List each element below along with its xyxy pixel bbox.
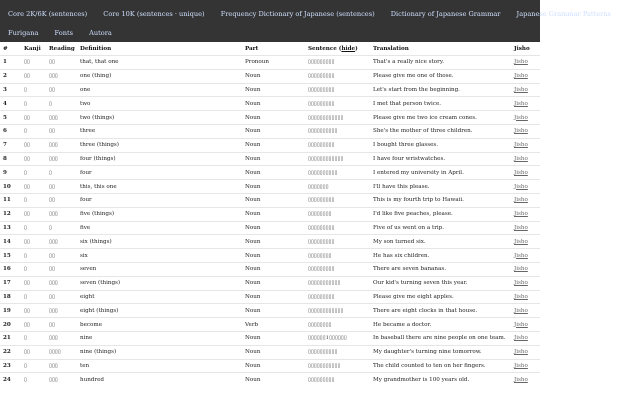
row-number: 10: [0, 180, 21, 194]
kanji-cell: ▯▯: [21, 152, 46, 166]
table-row: [0, 152, 540, 166]
definition-cell: two: [77, 97, 242, 111]
part-of-speech-cell: Noun: [242, 373, 305, 386]
table-row: [0, 69, 540, 83]
row-number: 16: [0, 262, 21, 276]
col-header-num: #: [3, 45, 8, 52]
kanji-cell: ▯▯: [21, 304, 46, 318]
definition-cell: three: [77, 124, 242, 138]
row-number: 21: [0, 331, 21, 345]
reading-cell: ▯▯: [46, 318, 77, 332]
table-row: [0, 56, 540, 70]
table-header-row: [0, 42, 540, 56]
reading-cell: ▯▯: [46, 180, 77, 194]
sentence-cell: ▯▯▯▯▯▯▯▯▯▯: [305, 166, 370, 180]
table-row: [0, 124, 540, 138]
nav-grammar-patterns[interactable]: Japanese Grammar Patterns: [516, 10, 611, 18]
sentence-cell: ▯▯▯▯▯▯▯▯▯▯: [305, 124, 370, 138]
definition-cell: eight: [77, 290, 242, 304]
reading-cell: ▯▯: [46, 193, 77, 207]
col-header-sentence: [305, 42, 370, 56]
jisho-link[interactable]: Jisho: [511, 304, 540, 318]
jisho-link[interactable]: Jisho: [511, 262, 540, 276]
kanji-cell: ▯: [21, 331, 46, 345]
top-nav: [0, 0, 611, 42]
jisho-link[interactable]: Jisho: [511, 69, 540, 83]
definition-cell: three (things): [77, 138, 242, 152]
table-row: [0, 193, 540, 207]
part-of-speech-cell: Noun: [242, 180, 305, 194]
sentence-cell: ▯▯▯▯▯▯▯▯: [305, 207, 370, 221]
part-of-speech-cell: Noun: [242, 124, 305, 138]
part-of-speech-cell: Noun: [242, 249, 305, 263]
reading-cell: ▯▯: [46, 262, 77, 276]
translation-cell: This is my fourth trip to Hawaii.: [370, 193, 511, 207]
jisho-link[interactable]: Jisho: [511, 83, 540, 97]
sentence-cell: ▯▯▯▯▯▯▯▯▯: [305, 373, 370, 386]
table-row: [0, 331, 540, 345]
kanji-cell: ▯▯: [21, 318, 46, 332]
kanji-cell: ▯▯: [21, 180, 46, 194]
translation-cell: I'd like five peaches, please.: [370, 207, 511, 221]
kanji-cell: ▯: [21, 193, 46, 207]
part-of-speech-cell: Noun: [242, 97, 305, 111]
reading-cell: ▯▯▯: [46, 235, 77, 249]
part-of-speech-cell: Noun: [242, 138, 305, 152]
kanji-cell: ▯▯: [21, 276, 46, 290]
nav-dictionary-grammar[interactable]: Dictionary of Japanese Grammar: [390, 10, 501, 18]
table-row: [0, 97, 540, 111]
reading-cell: ▯▯▯: [46, 331, 77, 345]
row-number: 24: [0, 373, 21, 386]
sentence-cell: ▯▯▯▯▯▯▯▯▯: [305, 138, 370, 152]
sentence-cell: ▯▯▯▯▯▯▯▯▯: [305, 262, 370, 276]
row-number: 7: [0, 138, 21, 152]
kanji-cell: ▯▯: [21, 345, 46, 359]
translation-cell: Our kid's turning seven this year.: [370, 276, 511, 290]
kanji-cell: ▯: [21, 262, 46, 276]
table-row: [0, 138, 540, 152]
jisho-link[interactable]: Jisho: [511, 345, 540, 359]
jisho-link[interactable]: Jisho: [511, 235, 540, 249]
part-of-speech-cell: Noun: [242, 83, 305, 97]
sentence-cell: ▯▯▯▯▯▯▯▯▯: [305, 290, 370, 304]
kanji-cell: ▯▯: [21, 138, 46, 152]
translation-cell: There are seven bananas.: [370, 262, 511, 276]
sentence-cell: ▯▯▯▯▯▯▯▯▯: [305, 97, 370, 111]
row-number: 9: [0, 166, 21, 180]
table-row: [0, 290, 540, 304]
table-row: [0, 318, 540, 332]
col-header-jisho: Jisho: [514, 45, 530, 52]
kanji-cell: ▯▯: [21, 207, 46, 221]
jisho-link[interactable]: Jisho: [511, 97, 540, 111]
nav-row-primary: [8, 8, 625, 20]
reading-cell: ▯: [46, 221, 77, 235]
reading-cell: ▯▯: [46, 290, 77, 304]
row-number: 11: [0, 193, 21, 207]
definition-cell: six (things): [77, 235, 242, 249]
definition-cell: this, this one: [77, 180, 242, 194]
nav-autora[interactable]: Autora: [89, 29, 112, 37]
jisho-link[interactable]: Jisho: [511, 166, 540, 180]
nav-frequency-dictionary[interactable]: Frequency Dictionary of Japanese (sentences): [220, 10, 375, 18]
jisho-link[interactable]: Jisho: [511, 111, 540, 125]
table-row: [0, 111, 540, 125]
nav-core-10k[interactable]: Core 10K (sentences · unique): [103, 10, 205, 18]
definition-cell: four (things): [77, 152, 242, 166]
reading-cell: ▯▯▯: [46, 152, 77, 166]
sentence-cell: ▯▯▯▯▯▯▯▯▯▯▯▯: [305, 304, 370, 318]
definition-cell: four: [77, 166, 242, 180]
sentence-cell: ▯▯▯▯▯▯1▯▯▯▯▯▯: [305, 331, 370, 345]
definition-cell: become: [77, 318, 242, 332]
sentence-cell: ▯▯▯▯▯▯▯▯▯: [305, 69, 370, 83]
part-of-speech-cell: Noun: [242, 290, 305, 304]
kanji-cell: ▯: [21, 359, 46, 373]
translation-cell: Five of us went on a trip.: [370, 221, 511, 235]
sentence-cell: ▯▯▯▯▯▯▯▯: [305, 318, 370, 332]
table-row: [0, 207, 540, 221]
table-row: [0, 359, 540, 373]
table-row: [0, 235, 540, 249]
row-number: 18: [0, 290, 21, 304]
definition-cell: one: [77, 83, 242, 97]
sentence-cell: ▯▯▯▯▯▯▯▯▯▯: [305, 345, 370, 359]
reading-cell: ▯▯▯: [46, 359, 77, 373]
translation-cell: There are eight clocks in that house.: [370, 304, 511, 318]
sentence-cell: ▯▯▯▯▯▯▯▯▯: [305, 235, 370, 249]
definition-cell: one (thing): [77, 69, 242, 83]
table-row: [0, 345, 540, 359]
kanji-cell: ▯: [21, 290, 46, 304]
jisho-link[interactable]: Jisho: [511, 359, 540, 373]
kanji-cell: ▯▯: [21, 56, 46, 70]
jisho-link[interactable]: Jisho: [511, 193, 540, 207]
jisho-link[interactable]: Jisho: [511, 180, 540, 194]
translation-cell: Please give me one of those.: [370, 69, 511, 83]
row-number: 5: [0, 111, 21, 125]
jisho-link[interactable]: Jisho: [511, 207, 540, 221]
table-row: [0, 83, 540, 97]
translation-cell: My son turned six.: [370, 235, 511, 249]
kanji-cell: ▯: [21, 373, 46, 386]
kanji-cell: ▯▯: [21, 111, 46, 125]
jisho-link[interactable]: Jisho: [511, 331, 540, 345]
part-of-speech-cell: Noun: [242, 193, 305, 207]
row-number: 12: [0, 207, 21, 221]
sentence-cell: ▯▯▯▯▯▯▯: [305, 180, 370, 194]
definition-cell: two (things): [77, 111, 242, 125]
reading-cell: ▯: [46, 97, 77, 111]
sentence-cell: ▯▯▯▯▯▯▯▯▯▯▯: [305, 359, 370, 373]
reading-cell: ▯▯: [46, 83, 77, 97]
kanji-cell: ▯: [21, 166, 46, 180]
definition-cell: hundred: [77, 373, 242, 386]
vocabulary-table: [0, 42, 540, 386]
part-of-speech-cell: Noun: [242, 69, 305, 83]
col-header-translation: Translation: [373, 45, 409, 52]
row-number: 15: [0, 249, 21, 263]
reading-cell: ▯: [46, 166, 77, 180]
col-header-reading: Reading: [49, 45, 75, 52]
row-number: 3: [0, 83, 21, 97]
reading-cell: ▯▯: [46, 124, 77, 138]
col-header-kanji: Kanji: [24, 45, 41, 52]
part-of-speech-cell: Noun: [242, 111, 305, 125]
row-number: 4: [0, 97, 21, 111]
sentence-cell: ▯▯▯▯▯▯▯▯▯▯▯▯: [305, 152, 370, 166]
definition-cell: six: [77, 249, 242, 263]
definition-cell: ten: [77, 359, 242, 373]
definition-cell: eight (things): [77, 304, 242, 318]
row-number: 8: [0, 152, 21, 166]
translation-cell: I met that person twice.: [370, 97, 511, 111]
kanji-cell: ▯: [21, 124, 46, 138]
kanji-cell: ▯: [21, 97, 46, 111]
table-row: [0, 373, 540, 386]
reading-cell: ▯▯▯: [46, 138, 77, 152]
reading-cell: ▯▯▯: [46, 373, 77, 386]
part-of-speech-cell: Noun: [242, 262, 305, 276]
jisho-link[interactable]: Jisho: [511, 124, 540, 138]
reading-cell: ▯▯▯: [46, 304, 77, 318]
row-number: 23: [0, 359, 21, 373]
jisho-link[interactable]: Jisho: [511, 152, 540, 166]
table-row: [0, 221, 540, 235]
kanji-cell: ▯: [21, 221, 46, 235]
reading-cell: ▯▯▯: [46, 111, 77, 125]
translation-cell: Let's start from the beginning.: [370, 83, 511, 97]
row-number: 6: [0, 124, 21, 138]
translation-cell: I entered my university in April.: [370, 166, 511, 180]
jisho-link[interactable]: Jisho: [511, 373, 540, 386]
reading-cell: ▯▯▯▯: [46, 345, 77, 359]
row-number: 20: [0, 318, 21, 332]
table-row: [0, 262, 540, 276]
definition-cell: five (things): [77, 207, 242, 221]
translation-cell: My daughter's turning nine tomorrow.: [370, 345, 511, 359]
part-of-speech-cell: Noun: [242, 276, 305, 290]
row-number: 22: [0, 345, 21, 359]
jisho-link[interactable]: Jisho: [511, 221, 540, 235]
nav-core-2k-6k[interactable]: Core 2K/6K (sentences): [8, 10, 88, 18]
translation-cell: He became a doctor.: [370, 318, 511, 332]
sentence-cell: ▯▯▯▯▯▯▯▯▯: [305, 221, 370, 235]
definition-cell: nine: [77, 331, 242, 345]
jisho-link[interactable]: Jisho: [511, 138, 540, 152]
table-row: [0, 249, 540, 263]
definition-cell: four: [77, 193, 242, 207]
translation-cell: My grandmother is 100 years old.: [370, 373, 511, 386]
part-of-speech-cell: Verb: [242, 318, 305, 332]
sentence-cell: ▯▯▯▯▯▯▯▯▯▯▯: [305, 276, 370, 290]
row-number: 1: [0, 56, 21, 70]
hide-sentences-link[interactable]: hide: [341, 45, 356, 52]
translation-cell: He has six children.: [370, 249, 511, 263]
definition-cell: seven: [77, 262, 242, 276]
reading-cell: ▯▯▯: [46, 69, 77, 83]
translation-cell: I have four wristwatches.: [370, 152, 511, 166]
kanji-cell: ▯: [21, 83, 46, 97]
part-of-speech-cell: Noun: [242, 166, 305, 180]
part-of-speech-cell: Pronoun: [242, 56, 305, 70]
translation-cell: I bought three glasses.: [370, 138, 511, 152]
kanji-cell: ▯▯: [21, 69, 46, 83]
sentence-cell: ▯▯▯▯▯▯▯▯▯: [305, 56, 370, 70]
row-number: 2: [0, 69, 21, 83]
nav-fonts[interactable]: Fonts: [54, 29, 73, 37]
sentence-header-label: Sentence (: [308, 45, 342, 52]
sentence-cell: ▯▯▯▯▯▯▯▯▯: [305, 193, 370, 207]
translation-cell: Please give me two ice cream cones.: [370, 111, 511, 125]
translation-cell: In baseball there are nine people on one team.: [370, 331, 511, 345]
table-row: [0, 180, 540, 194]
sentence-cell: ▯▯▯▯▯▯▯▯▯▯▯▯: [305, 111, 370, 125]
row-number: 19: [0, 304, 21, 318]
part-of-speech-cell: Noun: [242, 345, 305, 359]
part-of-speech-cell: Noun: [242, 221, 305, 235]
kanji-cell: ▯▯: [21, 235, 46, 249]
translation-cell: Please give me eight apples.: [370, 290, 511, 304]
definition-cell: five: [77, 221, 242, 235]
definition-cell: that, that one: [77, 56, 242, 70]
part-of-speech-cell: Noun: [242, 304, 305, 318]
sentence-cell: ▯▯▯▯▯▯▯▯: [305, 249, 370, 263]
reading-cell: ▯▯: [46, 249, 77, 263]
row-number: 14: [0, 235, 21, 249]
kanji-cell: ▯: [21, 249, 46, 263]
definition-cell: seven (things): [77, 276, 242, 290]
nav-furigana[interactable]: Furigana: [8, 29, 39, 37]
part-of-speech-cell: Noun: [242, 359, 305, 373]
sentence-cell: ▯▯▯▯▯▯▯▯▯: [305, 83, 370, 97]
reading-cell: ▯▯▯: [46, 276, 77, 290]
jisho-link[interactable]: Jisho: [511, 318, 540, 332]
reading-cell: ▯▯▯: [46, 207, 77, 221]
jisho-link[interactable]: Jisho: [511, 249, 540, 263]
row-number: 13: [0, 221, 21, 235]
translation-cell: She's the mother of three children.: [370, 124, 511, 138]
nav-row-secondary: [8, 27, 126, 39]
part-of-speech-cell: Noun: [242, 331, 305, 345]
translation-cell: The child counted to ten on her fingers.: [370, 359, 511, 373]
row-number: 17: [0, 276, 21, 290]
table-row: [0, 276, 540, 290]
reading-cell: ▯▯: [46, 56, 77, 70]
part-of-speech-cell: Noun: [242, 235, 305, 249]
col-header-part: Part: [245, 45, 259, 52]
table-row: [0, 304, 540, 318]
jisho-link[interactable]: Jisho: [511, 276, 540, 290]
part-of-speech-cell: Noun: [242, 152, 305, 166]
definition-cell: nine (things): [77, 345, 242, 359]
sentence-header-close: ): [355, 45, 358, 52]
translation-cell: That's a really nice story.: [370, 56, 511, 70]
col-header-definition: Definition: [80, 45, 112, 52]
jisho-link[interactable]: Jisho: [511, 56, 540, 70]
part-of-speech-cell: Noun: [242, 207, 305, 221]
jisho-link[interactable]: Jisho: [511, 290, 540, 304]
translation-cell: I'll have this please.: [370, 180, 511, 194]
table-row: [0, 166, 540, 180]
